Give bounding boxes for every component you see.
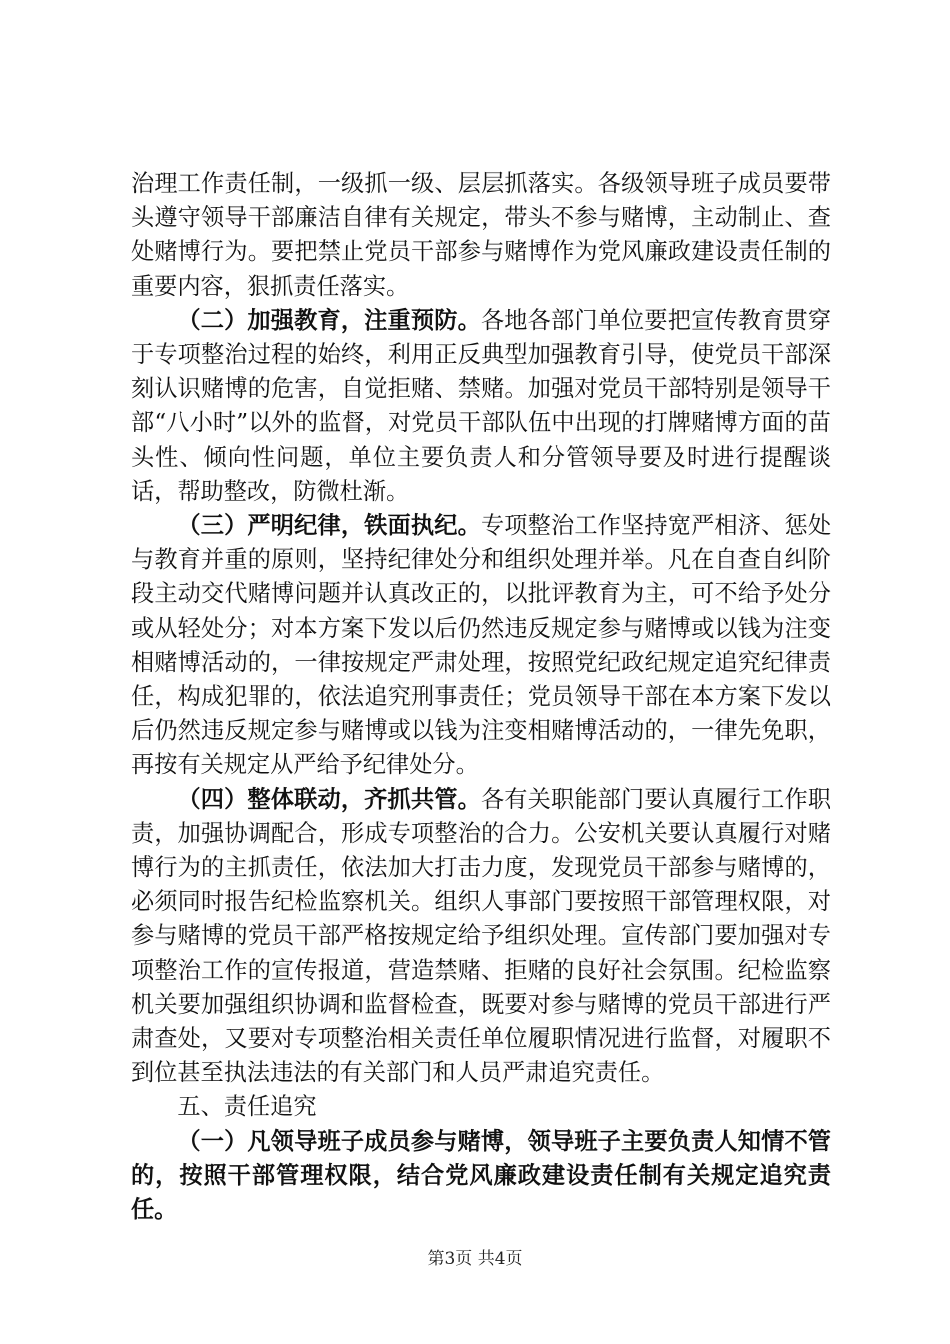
paragraph-continuation: 治理工作责任制，一级抓一级、层层抓落实。各级领导班子成员要带头遵守领导干部廉洁自律有关规定，带头不参与赌博，主动制止、查处赌博行为。要把禁止党员干部参与赌博作为党风廉政建设责任制的重要内容，狠抓责任落实。 xyxy=(131,170,831,300)
document-body xyxy=(131,167,831,1227)
section-2-heading: （二）加强教育，注重预防。 xyxy=(177,306,481,334)
section-2-body: 各地各部门单位要把宣传教育贯穿于专项整治过程的始终，利用正反典型加强教育引导，使党员干部深刻认识赌博的危害，自觉拒赌、禁赌。加强对党员干部特别是领导干部“八小时”以外的监督，对党员干部队伍中出现的打牌赌博方面的苗头性、倾向性问题，单位主要负责人和分管领导要及时进行提醒谈话，帮助整改，防微杜渐。 xyxy=(131,306,832,505)
section-4-body: 各有关职能部门要认真履行工作职责，加强协调配合，形成专项整治的合力。公安机关要认真履行对赌博行为的主抓责任，依法加大打击力度，发现党员干部参与赌博的，必须同时报告纪检监察机关。组织人事部门要按照干部管理权限，对参与赌博的党员干部严格按规定给予组织处理。宣传部门要加强对专项整治工作的宣传报道，营造禁赌、拒赌的良好社会氛围。纪检监察机关要加强组织协调和监督检查，既要对参与赌博的党员干部进行严肃查处，又要对专项整治相关责任单位履职情况进行监督，对履职不到位甚至执法违法的有关部门和人员严肃追究责任。 xyxy=(131,785,832,1087)
page-footer: 第3页 共4页 xyxy=(427,1249,523,1269)
section-5-item-1: （一）凡领导班子成员参与赌博，领导班子主要负责人知情不管的，按照干部管理权限，结合党风廉政建设责任制有关规定追究责任。 xyxy=(131,1127,831,1224)
section-5-title: 五、责任追究 xyxy=(177,1093,317,1121)
paragraph-section-4 xyxy=(131,783,831,1091)
paragraph-section-2 xyxy=(131,304,831,509)
section-4-heading: （四）整体联动，齐抓共管。 xyxy=(177,785,481,813)
section-3-heading: （三）严明纪律，铁面执纪。 xyxy=(177,512,481,540)
section-3-body: 专项整治工作坚持宽严相济、惩处与教育并重的原则，坚持纪律处分和组织处理并举。凡在自查自纠阶段主动交代赌博问题并认真改正的，以批评教育为主，可不给予处分或从轻处分；对本方案下发以后仍然违反规定参与赌博或以钱为注变相赌博活动的，一律按规定严肃处理，按照党纪政纪规定追究纪律责任，构成犯罪的，依法追究刑事责任；党员领导干部在本方案下发以后仍然违反规定参与赌博或以钱为注变相赌博活动的，一律先免职，再按有关规定从严给予纪律处分。 xyxy=(131,512,832,779)
paragraph-section-3 xyxy=(131,509,831,783)
